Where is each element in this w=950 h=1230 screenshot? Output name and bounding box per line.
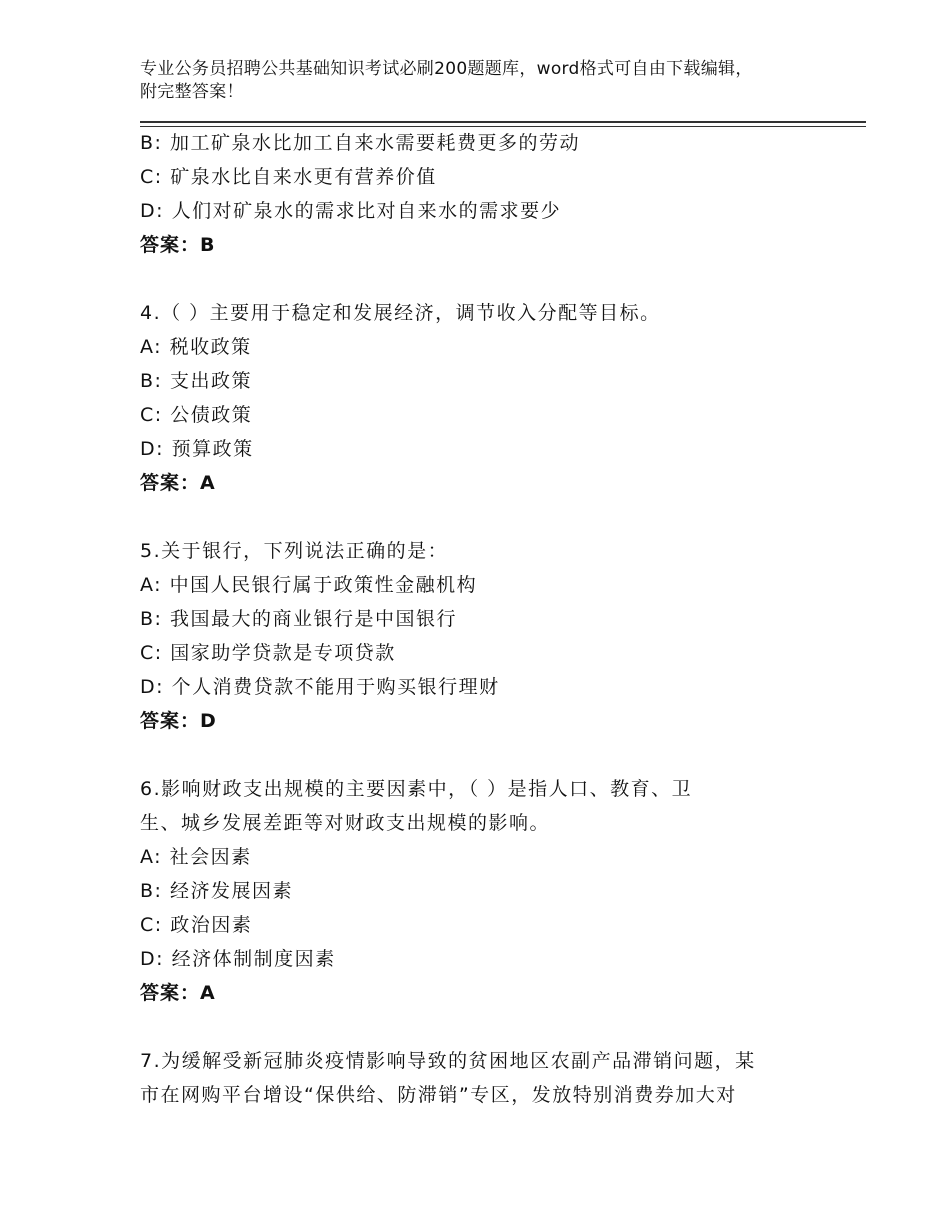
spacer	[140, 738, 840, 772]
header-divider-thick	[140, 121, 866, 123]
document-header	[140, 58, 870, 104]
option-c: C: 政治因素	[140, 914, 253, 936]
option-a: A: 社会因素	[140, 846, 252, 868]
question-stem-line-2: 市在网购平台增设“保供给、防滞销”专区，发放特别消费券加大对	[140, 1084, 737, 1106]
header-line-1: 专业公务员招聘公共基础知识考试必刷200题题库，word格式可自由下载编辑，	[140, 59, 753, 79]
question-stem: 5.关于银行，下列说法正确的是：	[140, 540, 449, 562]
answer: 答案：D	[140, 710, 217, 732]
question-7	[140, 1044, 840, 1112]
option-c: C: 国家助学贷款是专项贷款	[140, 642, 396, 664]
question-5	[140, 534, 840, 738]
question-3	[140, 126, 840, 262]
answer: 答案：A	[140, 472, 216, 494]
question-4	[140, 296, 840, 500]
option-b: B: 我国最大的商业银行是中国银行	[140, 608, 457, 630]
option-d: D: 个人消费贷款不能用于购买银行理财	[140, 676, 500, 698]
option-b: B: 经济发展因素	[140, 880, 293, 902]
header-line-2: 附完整答案！	[140, 82, 244, 102]
option-d: D: 人们对矿泉水的需求比对自来水的需求要少	[140, 200, 562, 222]
option-a: A: 中国人民银行属于政策性金融机构	[140, 574, 478, 596]
option-d: D: 经济体制制度因素	[140, 948, 336, 970]
answer: 答案：A	[140, 982, 216, 1004]
option-c: C: 公债政策	[140, 404, 253, 426]
option-c: C: 矿泉水比自来水更有营养价值	[140, 166, 437, 188]
question-stem: 4.（ ）主要用于稳定和发展经济，调节收入分配等目标。	[140, 302, 661, 324]
question-list	[140, 126, 840, 1112]
option-b: B: 加工矿泉水比加工自来水需要耗费更多的劳动	[140, 132, 580, 154]
question-stem-line-1: 7.为缓解受新冠肺炎疫情影响导致的贫困地区农副产品滞销问题，某	[140, 1050, 756, 1072]
question-6	[140, 772, 840, 1010]
spacer	[140, 262, 840, 296]
spacer	[140, 1010, 840, 1044]
option-a: A: 税收政策	[140, 336, 252, 358]
option-b: B: 支出政策	[140, 370, 252, 392]
spacer	[140, 500, 840, 534]
answer: 答案：B	[140, 234, 216, 256]
question-stem-line-1: 6.影响财政支出规模的主要因素中，（ ）是指人口、教育、卫	[140, 778, 693, 800]
option-d: D: 预算政策	[140, 438, 254, 460]
question-stem-line-2: 生、城乡发展差距等对财政支出规模的影响。	[140, 812, 551, 834]
